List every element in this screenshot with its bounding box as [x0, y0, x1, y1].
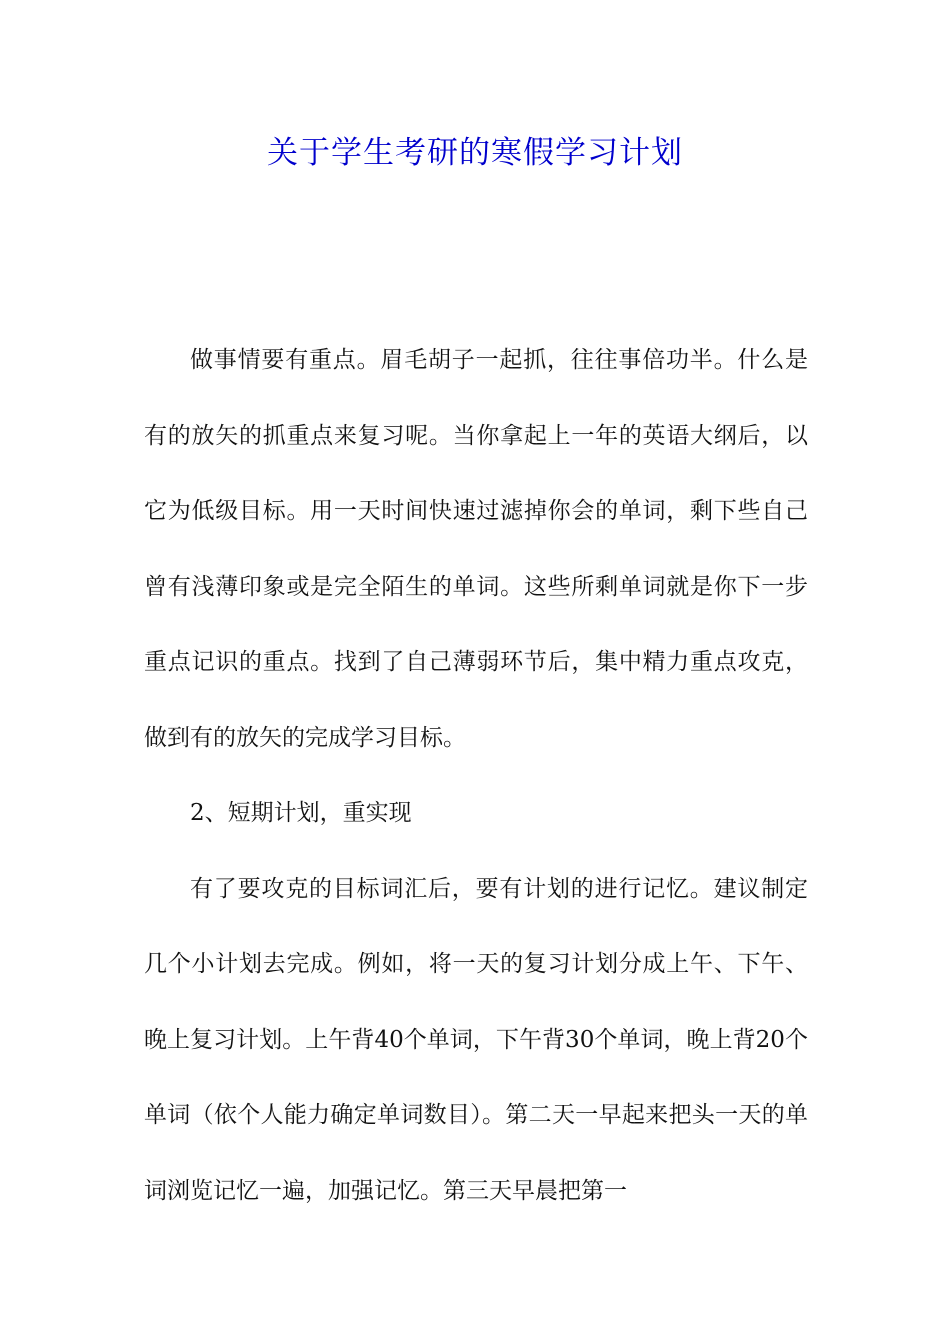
section-heading-short-term-plan: 2、短期计划，重实现 — [190, 800, 412, 826]
document-body-section-1 — [144, 323, 808, 1229]
paragraph-key-points: 做事情要有重点。眉毛胡子一起抓，往往事倍功半。什么是有的放矢的抓重点来复习呢。当你拿起上一年的英语大纲后，以它为低级目标。用一天时间快速过滤掉你会的单词，剩下些自己曾有浅薄印象或是完全陌生的单词。这些所剩单词就是你下一步重点记识的重点。找到了自己薄弱环节后，集中精力重点攻克，做到有的放矢的完成学习目标。 — [144, 347, 808, 751]
paragraph-vocabulary-plan: 有了要攻克的目标词汇后，要有计划的进行记忆。建议制定几个小计划去完成。例如，将一天的复习计划分成上午、下午、晚上复习计划。上午背40个单词，下午背30个单词，晚上背20个单词（依个人能力确定单词数目）。第二天一早起来把头一天的单词浏览记忆一遍，加强记忆。第三天早晨把第一 — [144, 875, 808, 1204]
document-title: 关于学生考研的寒假学习计划 — [267, 135, 683, 171]
